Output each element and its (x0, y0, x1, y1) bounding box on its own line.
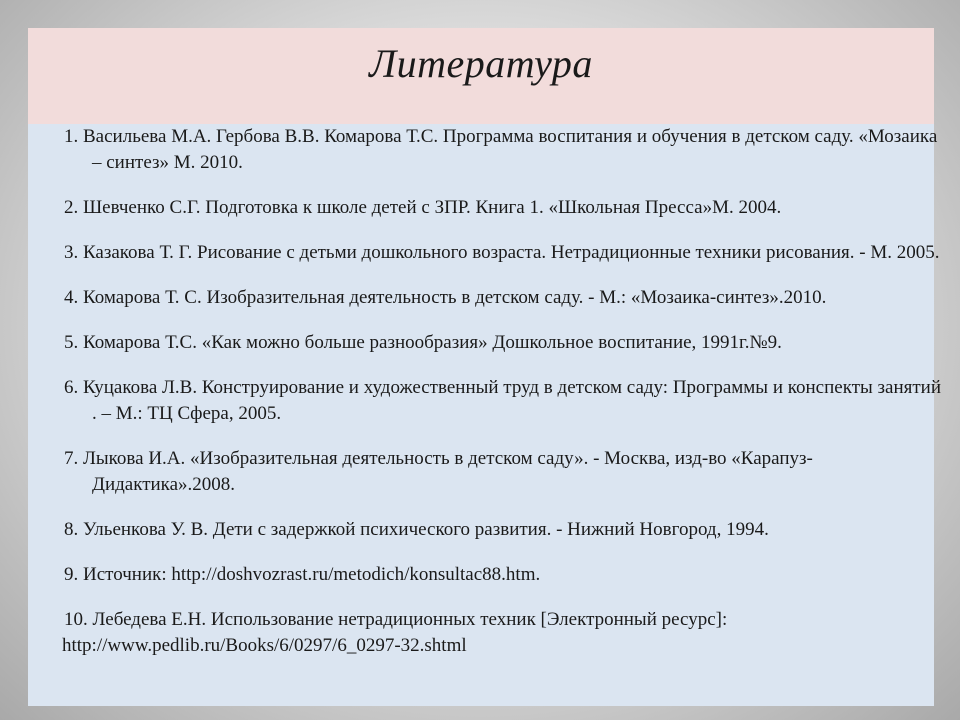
reference-number: 6. (64, 377, 79, 398)
reference-text: Казакова Т. Г. Рисование с детьми дошкольного возраста. Нетрадиционные техники рисования. - М. 2005. (83, 242, 940, 263)
reference-number: 3. (64, 242, 79, 263)
title-band (28, 28, 934, 124)
reference-item (64, 285, 944, 311)
reference-number: 2. (64, 197, 79, 218)
slide (28, 28, 941, 706)
reference-text: Комарова Т. С. Изобразительная деятельность в детском саду. - М.: «Мозаика-синтез».2010. (83, 287, 827, 308)
reference-text: Лыкова И.А. «Изобразительная деятельность в детском саду». - Москва, изд-во «Карапуз-Дидактика».2008. (83, 448, 813, 495)
reference-text: Ульенкова У. В. Дети с задержкой психического развития. - Нижний Новгород, 1994. (83, 519, 769, 540)
slide-title: Литература (369, 41, 593, 86)
reference-url-link[interactable]: http://www.pedlib.ru/Books/6/0297/6_0297-32.shtml (62, 635, 467, 656)
reference-item (64, 517, 944, 543)
reference-number: 4. (64, 287, 79, 308)
reference-item (64, 124, 944, 176)
reference-item (64, 375, 944, 427)
reference-number: 7. (64, 448, 79, 469)
reference-item (64, 240, 944, 266)
reference-text: Васильева М.А. Гербова В.В. Комарова Т.С. Программа воспитания и обучения в детском саду. «Мозаика – синтез» М. 2010. (83, 126, 938, 173)
reference-text: Источник: http://doshvozrast.ru/metodich/konsultac88.htm. (83, 564, 541, 585)
reference-item (64, 195, 944, 221)
reference-text: Шевченко С.Г. Подготовка к школе детей с ЗПР. Книга 1. «Школьная Пресса»М. 2004. (83, 197, 782, 218)
reference-item (64, 562, 944, 588)
reference-number: 8. (64, 519, 79, 540)
reference-text: Комарова Т.С. «Как можно больше разнообразия» Дошкольное воспитание, 1991г.№9. (83, 332, 782, 353)
reference-number: 1. (64, 126, 79, 147)
reference-list (64, 124, 944, 659)
reference-number: 10. (64, 609, 88, 630)
reference-text: Лебедева Е.Н. Использование нетрадиционных техник [Электронный ресурс]: (92, 609, 728, 630)
reference-item (64, 330, 944, 356)
reference-item (64, 446, 944, 498)
reference-item (64, 607, 944, 659)
reference-number: 5. (64, 332, 79, 353)
reference-text: Куцакова Л.В. Конструирование и художественный труд в детском саду: Программы и конспекты занятий . – М.: ТЦ Сфера, 2005. (83, 377, 941, 424)
reference-number: 9. (64, 564, 79, 585)
